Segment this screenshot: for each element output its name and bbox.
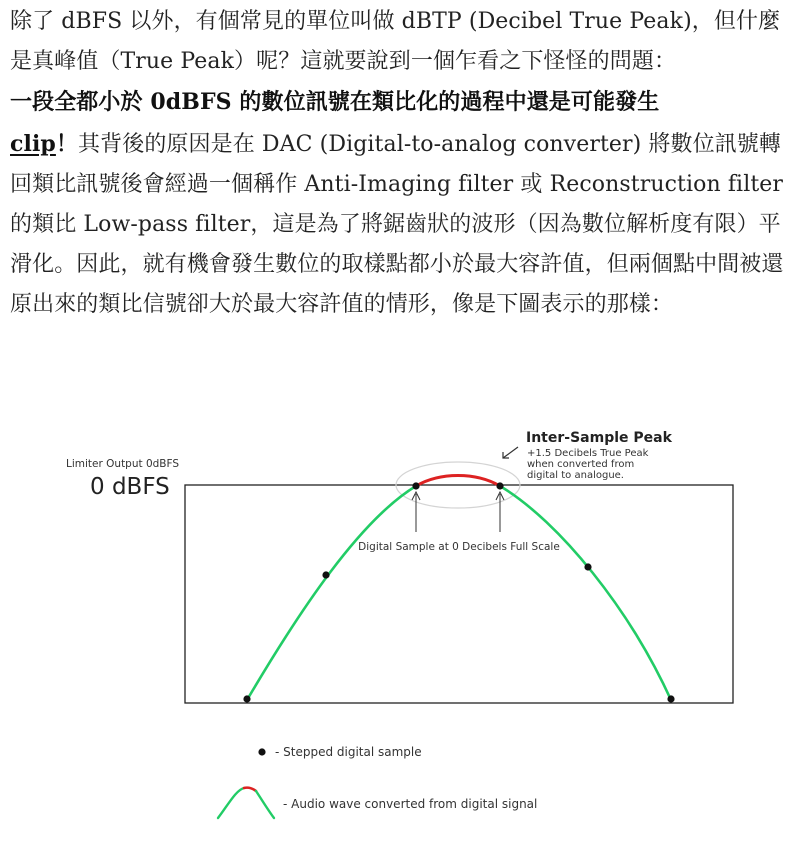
intro-text: 除了 dBFS 以外，有個常見的單位叫做 dBTP (Decibel True Peak)，但什麼是真峰值（True Peak）呢？這就要說到一個乍看之下怪怪的問題： [10,9,781,75]
clip-link[interactable]: clip [10,130,56,157]
zero-dbfs-label: 0 dBFS [90,474,170,500]
true-peak-diagram [0,410,808,840]
true-peak-figure [0,410,808,840]
isp-note-2: when converted from [527,459,635,470]
body-text: 其背後的原因是在 DAC (Digital-to-analog converter) 將數位訊號轉回類比訊號後會經過一個稱作 Anti-Imaging filter 或 Reconstruction filter 的類比 Low-pass filter，這是為了將鋸齒狀的波形（因為數位解析度有限）平滑化。因此，就有機會發生數位的取樣點都小於最大容許值，但兩個點中間被還原出來的類比信號卻大於最大容許值的情形，像是下圖表示的那樣： [10,131,784,318]
limiter-output-label: Limiter Output 0dBFS [66,458,180,470]
sample-point [412,482,419,489]
isp-pointer-line [503,447,518,458]
sample-point [322,571,329,578]
legend-dot-label: - Stepped digital sample [275,745,422,759]
digital-sample-label: Digital Sample at 0 Decibels Full Scale [358,541,560,553]
analog-wave-fall [500,486,671,700]
isp-note-1: +1.5 Decibels True Peak [527,448,649,459]
analog-wave-rise [247,486,416,700]
legend-wave-icon-rise [218,788,244,818]
exclamation: ！ [55,130,79,157]
emphasis-text: 一段全都小於 0dBFS 的數位訊號在類比化的過程中還是可能發生 [10,89,660,116]
legend-wave-label: - Audio wave converted from digital signal [283,797,538,811]
legend-wave-icon-fall [256,791,274,818]
chart-frame [185,485,733,703]
isp-note-3: digital to analogue. [527,470,624,481]
sample-point [496,482,503,489]
article-text [10,2,802,326]
article-paragraph [10,2,802,326]
sample-point [584,563,591,570]
sample-point [667,695,674,702]
sample-point [243,695,250,702]
legend-dot-icon [258,748,265,755]
isp-title: Inter-Sample Peak [526,430,672,446]
legend-wave-icon-peak [244,788,256,791]
